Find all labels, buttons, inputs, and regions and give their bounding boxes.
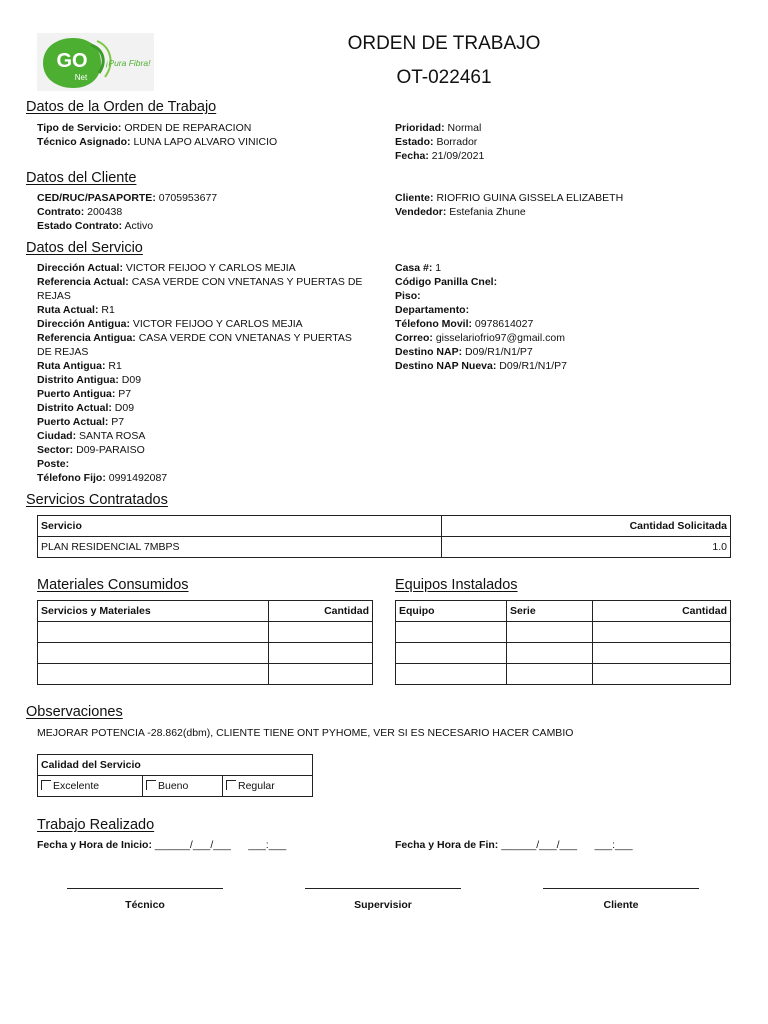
option-excelente[interactable]: Excelente — [38, 776, 143, 797]
logo-go-text: GO — [56, 50, 88, 72]
field-ruta-antigua: Ruta Antigua: R1 — [37, 360, 122, 372]
servicios-contratados-table — [37, 515, 731, 558]
signature-label-cliente: Cliente — [603, 899, 639, 911]
table-header-row — [38, 516, 731, 537]
field-departamento: Departamento: — [395, 304, 470, 316]
signature-label-tecnico: Técnico — [125, 899, 165, 911]
logo-net-text: Net — [74, 73, 88, 82]
table-header-row — [38, 755, 313, 776]
table-cell — [396, 664, 507, 685]
logo-tagline: ¡Pura Fibra! — [105, 58, 151, 68]
checkbox-icon[interactable] — [41, 780, 51, 790]
table-row — [38, 622, 373, 643]
field-direccion-actual: Dirección Actual: VICTOR FEIJOO Y CARLOS MEJIA — [37, 262, 296, 274]
calidad-header: Calidad del Servicio — [38, 755, 313, 776]
section-cliente-title: Datos del Cliente — [26, 170, 137, 186]
field-telefono-movil: Télefono Movil: 0978614027 — [395, 318, 534, 330]
document-title: ORDEN DE TRABAJO — [347, 33, 541, 54]
cliente-right-fields — [395, 191, 735, 219]
field-fecha: Fecha: 21/09/2021 — [395, 150, 485, 162]
option-bueno[interactable]: Bueno — [143, 776, 223, 797]
field-casa: Casa #: 1 — [395, 262, 442, 274]
table-header-row — [396, 601, 731, 622]
field-destino-nap-nueva: Destino NAP Nueva: D09/R1/N1/P7 — [395, 360, 567, 372]
section-observaciones-title: Observaciones — [26, 704, 123, 720]
signature-line-tecnico — [67, 888, 223, 889]
section-servicios-contratados-title: Servicios Contratados — [26, 492, 168, 508]
field-tecnico-asignado: Técnico Asignado: LUNA LAPO ALVARO VINICIO — [37, 136, 278, 148]
checkbox-icon[interactable] — [146, 780, 156, 790]
fecha-fin-field: Fecha y Hora de Fin: ______/___/___ ___:___ — [395, 839, 633, 851]
field-estado: Estado: Borrador — [395, 136, 478, 148]
servicio-right-fields — [395, 261, 735, 373]
orden-right-fields — [395, 121, 735, 163]
materiales-table — [37, 600, 373, 685]
field-puerto-actual: Puerto Actual: P7 — [37, 416, 125, 428]
field-distrito-actual: Distrito Actual: D09 — [37, 402, 135, 414]
field-poste: Poste: — [37, 458, 70, 470]
field-direccion-antigua: Dirección Antigua: VICTOR FEIJOO Y CARLOS MEJIA — [37, 318, 303, 330]
calidad-servicio-table — [37, 754, 313, 797]
table-cell — [593, 622, 731, 643]
field-destino-nap: Destino NAP: D09/R1/N1/P7 — [395, 346, 533, 358]
field-referencia-actual: Referencia Actual: CASA VERDE CON VNETANAS Y PUERTAS DE REJAS — [37, 276, 363, 302]
table-cell — [38, 622, 269, 643]
field-ruta-actual: Ruta Actual: R1 — [37, 304, 115, 316]
field-correo: Correo: gisselariofrio97@gmail.com — [395, 332, 565, 344]
table-cell — [396, 643, 507, 664]
col-servicios-materiales-header: Servicios y Materiales — [38, 601, 269, 622]
table-cell — [507, 664, 593, 685]
orden-left-fields — [37, 121, 367, 149]
table-row — [38, 643, 373, 664]
signature-line-cliente — [543, 888, 699, 889]
table-cell — [38, 643, 269, 664]
table-cell — [38, 664, 269, 685]
field-referencia-antigua: Referencia Antigua: CASA VERDE CON VNETANAS Y PUERTAS DE REJAS — [37, 332, 352, 358]
field-prioridad: Prioridad: Normal — [395, 122, 482, 134]
table-row — [38, 537, 731, 558]
field-codigo-panilla: Código Panilla Cnel: — [395, 276, 498, 288]
field-cliente: Cliente: RIOFRIO GUINA GISSELA ELIZABETH — [395, 192, 624, 204]
field-ciudad: Ciudad: SANTA ROSA — [37, 430, 146, 442]
field-estado-contrato: Estado Contrato: Activo — [37, 220, 154, 232]
col-equipo-header: Equipo — [396, 601, 507, 622]
col-cantidad-header: Cantidad — [269, 601, 373, 622]
table-header-row — [38, 601, 373, 622]
table-cell — [269, 622, 373, 643]
table-cell — [396, 622, 507, 643]
field-contrato: Contrato: 200438 — [37, 206, 123, 218]
col-servicio-header: Servicio — [38, 516, 442, 537]
col-serie-header: Serie — [507, 601, 593, 622]
signature-line-supervisor — [305, 888, 461, 889]
cell-cantidad: 1.0 — [442, 537, 731, 558]
table-row — [396, 643, 731, 664]
order-number: OT-022461 — [396, 67, 492, 88]
field-ced-ruc: CED/RUC/PASAPORTE: 0705953677 — [37, 192, 218, 204]
col-cantidad-header: Cantidad — [593, 601, 731, 622]
servicio-left-fields — [37, 261, 367, 485]
table-cell — [269, 643, 373, 664]
field-puerto-antigua: Puerto Antigua: P7 — [37, 388, 132, 400]
table-row — [38, 664, 373, 685]
table-cell — [593, 664, 731, 685]
table-row — [396, 622, 731, 643]
field-tipo-servicio: Tipo de Servicio: ORDEN DE REPARACION — [37, 122, 252, 134]
checkbox-icon[interactable] — [226, 780, 236, 790]
observaciones-text: MEJORAR POTENCIA -28.862(dbm), CLIENTE TIENE ONT PYHOME, VER SI ES NECESARIO HACER CAMBIO — [37, 727, 574, 739]
field-sector: Sector: D09-PARAISO — [37, 444, 145, 456]
field-vendedor: Vendedor: Estefania Zhune — [395, 206, 526, 218]
col-cantidad-solicitada-header: Cantidad Solicitada — [442, 516, 731, 537]
company-logo — [37, 33, 154, 91]
field-telefono-fijo: Télefono Fijo: 0991492087 — [37, 472, 168, 484]
table-row — [396, 664, 731, 685]
table-cell — [507, 622, 593, 643]
field-distrito-antigua: Distrito Antigua: D09 — [37, 374, 142, 386]
signature-label-supervisor: Supervisior — [354, 899, 412, 911]
equipos-table — [395, 600, 731, 685]
table-cell — [593, 643, 731, 664]
table-cell — [269, 664, 373, 685]
section-materiales-title: Materiales Consumidos — [37, 577, 189, 593]
section-servicio-title: Datos del Servicio — [26, 240, 143, 256]
cliente-left-fields — [37, 191, 367, 233]
fecha-inicio-field: Fecha y Hora de Inicio: ______/___/___ ___:___ — [37, 839, 287, 851]
field-piso: Piso: — [395, 290, 421, 302]
section-trabajo-title: Trabajo Realizado — [37, 817, 155, 833]
option-regular[interactable]: Regular — [223, 776, 313, 797]
table-row — [38, 776, 313, 797]
cell-servicio: PLAN RESIDENCIAL 7MBPS — [38, 537, 442, 558]
table-cell — [507, 643, 593, 664]
section-orden-title: Datos de la Orden de Trabajo — [26, 99, 217, 115]
section-equipos-title: Equipos Instalados — [395, 577, 518, 593]
